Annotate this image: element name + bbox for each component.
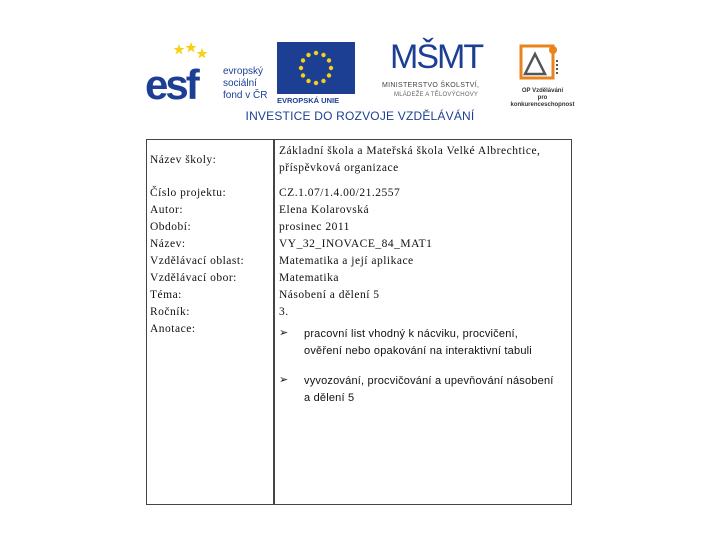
field-label: Číslo projektu:	[150, 187, 227, 199]
eu-stars-icon	[277, 42, 355, 94]
eu-star	[329, 66, 333, 70]
field-value: prosinec 2011	[279, 221, 350, 233]
msmt-line-1: MINISTERSTVO ŠKOLSTVÍ,	[382, 82, 480, 89]
field-label: Ročník:	[150, 306, 190, 318]
eu-logo	[277, 42, 355, 106]
msmt-line-2: MLÁDEŽE A TĚLOVÝCHOVY	[394, 92, 479, 98]
field-label: Anotace:	[150, 323, 196, 335]
eu-star	[301, 73, 305, 77]
esf-caption	[223, 66, 267, 102]
eu-star	[314, 81, 318, 85]
eu-star	[306, 79, 310, 83]
field-value: Matematika a její aplikace	[279, 255, 414, 267]
op-logo	[505, 40, 580, 106]
eu-flag	[277, 42, 355, 94]
eu-star	[301, 58, 305, 62]
field-label: Období:	[150, 221, 192, 233]
field-value: CZ.1.07/1.4.00/21.2557	[279, 187, 401, 199]
column-divider	[273, 140, 275, 504]
esf-letters: esf	[145, 61, 197, 108]
investment-tagline: INVESTICE DO ROZVOJE VZDĚLÁVÁNÍ	[245, 109, 475, 123]
eu-star	[321, 79, 325, 83]
msmt-logo	[380, 40, 500, 104]
field-value: Základní škola a Mateřská škola Velké Albrechtice, příspěvková organizace	[279, 145, 541, 174]
field-label: Autor:	[150, 204, 184, 216]
eu-label: EVROPSKÁ UNIE	[277, 96, 340, 105]
eu-star	[306, 53, 310, 57]
field-label: Téma:	[150, 289, 182, 301]
bullet-arrow-icon: ➢	[279, 326, 289, 339]
msmt-mark: MŠMT	[390, 38, 483, 76]
field-value: Elena Kolarovská	[279, 204, 370, 216]
op-line-1: OP Vzdělávání	[521, 88, 564, 94]
esf-logo	[145, 42, 270, 108]
esf-line-3: fond v ČR	[223, 90, 268, 101]
field-value: Násobení a dělení 5	[279, 289, 380, 301]
field-value: VY_32_INOVACE_84_MAT1	[279, 238, 433, 250]
bullet-arrow-icon: ➢	[279, 373, 289, 386]
esf-line-1: evropský	[223, 66, 264, 77]
eu-star	[321, 53, 325, 57]
eu-star	[327, 58, 331, 62]
eu-star	[327, 73, 331, 77]
field-label: Název školy:	[150, 154, 217, 166]
field-value: Matematika	[279, 272, 339, 284]
field-label: Vzdělávací oblast:	[150, 255, 245, 267]
field-value: 3.	[279, 306, 289, 318]
op-caption	[505, 88, 580, 109]
op-line-2: pro konkurenceschopnost	[510, 95, 575, 108]
info-table	[146, 139, 572, 505]
eu-star	[314, 51, 318, 55]
field-label: Vzdělávací obor:	[150, 272, 237, 284]
logo-strip	[140, 38, 580, 108]
annotation-text: vyvozování, procvičování a upevňování násobení a dělení 5	[304, 375, 554, 404]
field-label: Název:	[150, 238, 186, 250]
op-education-icon	[511, 40, 567, 86]
esf-line-2: sociální	[223, 78, 257, 89]
annotation-text: pracovní list vhodný k nácviku, procvičení, ověření nebo opakování na interaktivní tabuli	[304, 328, 532, 357]
eu-star	[299, 66, 303, 70]
